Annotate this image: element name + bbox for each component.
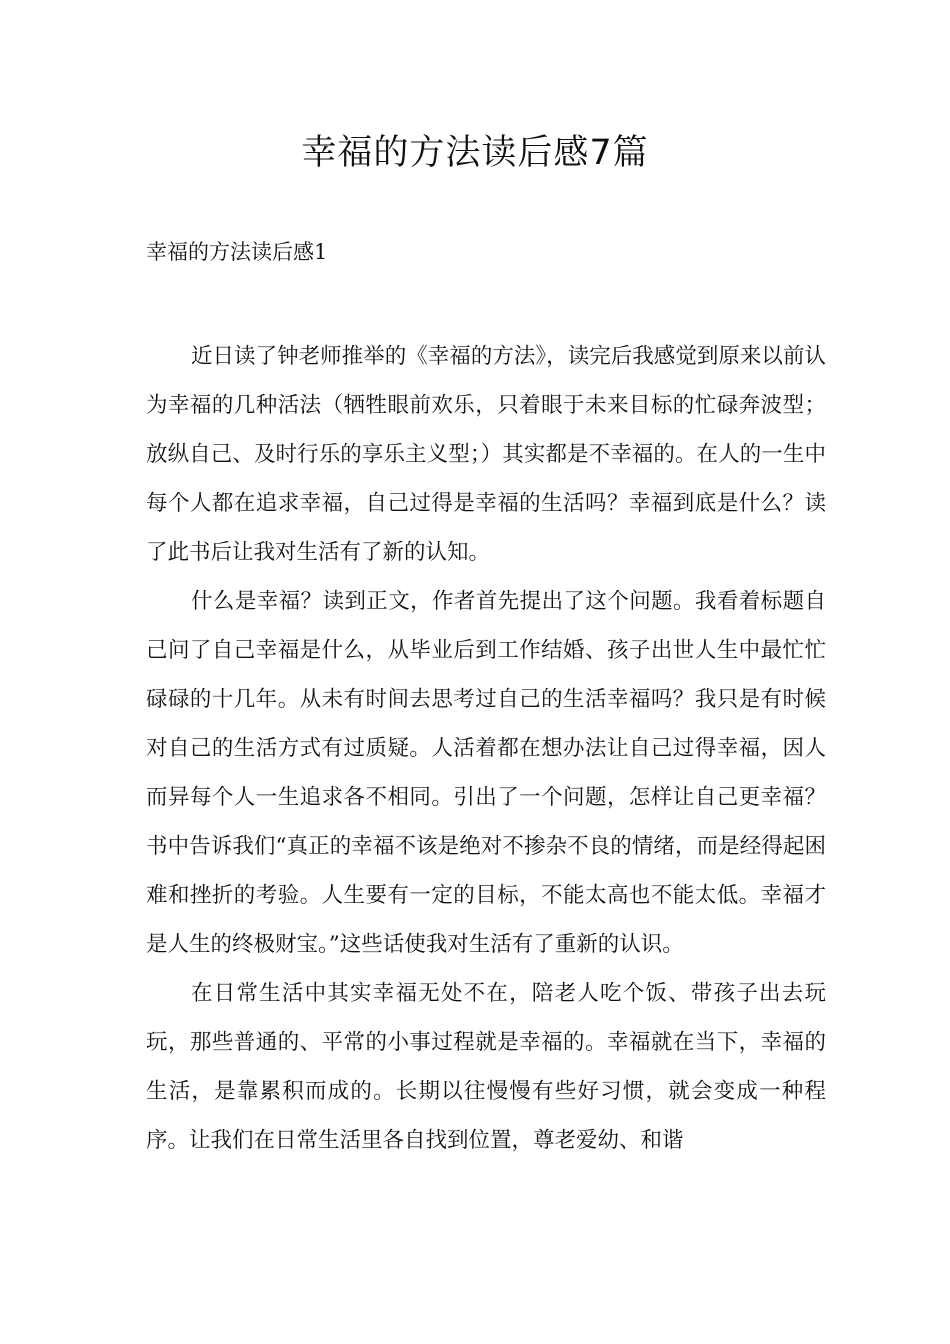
paragraph-1: 近日读了钟老师推举的《幸福的方法》，读完后我感觉到原来以前认为幸福的几种活法（牺牲眼前欢乐，只着眼于未来目标的忙碌奔波型；放纵自己、及时行乐的享乐主义型；）其实都是不幸福的。在人的一生中每个人都在追求幸福，自己过得是幸福的生活吗？幸福到底是什么？读了此书后让我对生活有了新的认知。 — [146, 344, 826, 565]
paragraph-3: 在日常生活中其实幸福无处不在，陪老人吃个饭、带孩子出去玩玩，那些普通的、平常的小事过程就是幸福的。幸福就在当下，幸福的生活，是靠累积而成的。长期以往慢慢有些好习惯，就会变成一种程序。让我们在日常生活里各自找到位置，尊老爱幼、和谐 — [146, 981, 826, 1153]
document-title: 幸福的方法读后感7篇 — [301, 133, 649, 173]
section-heading: 幸福的方法读后感1 — [146, 240, 328, 264]
paragraph-2: 什么是幸福？读到正文，作者首先提出了这个问题。我看着标题自己问了自己幸福是什么，从毕业后到工作结婚、孩子出世人生中最忙忙碌碌的十几年。从未有时间去思考过自己的生活幸福吗？我只是有时候对自己的生活方式有过质疑。人活着都在想办法让自己过得幸福，因人而异每个人一生追求各不相同。引出了一个问题，怎样让自己更幸福？书中告诉我们“真正的幸福不该是绝对不掺杂不良的情绪，而是经得起困难和挫折的考验。人生要有一定的目标，不能太高也不能太低。幸福才是人生的终极财宝。”这些话使我对生活有了重新的认识。 — [146, 589, 826, 957]
document-body — [146, 332, 826, 1165]
